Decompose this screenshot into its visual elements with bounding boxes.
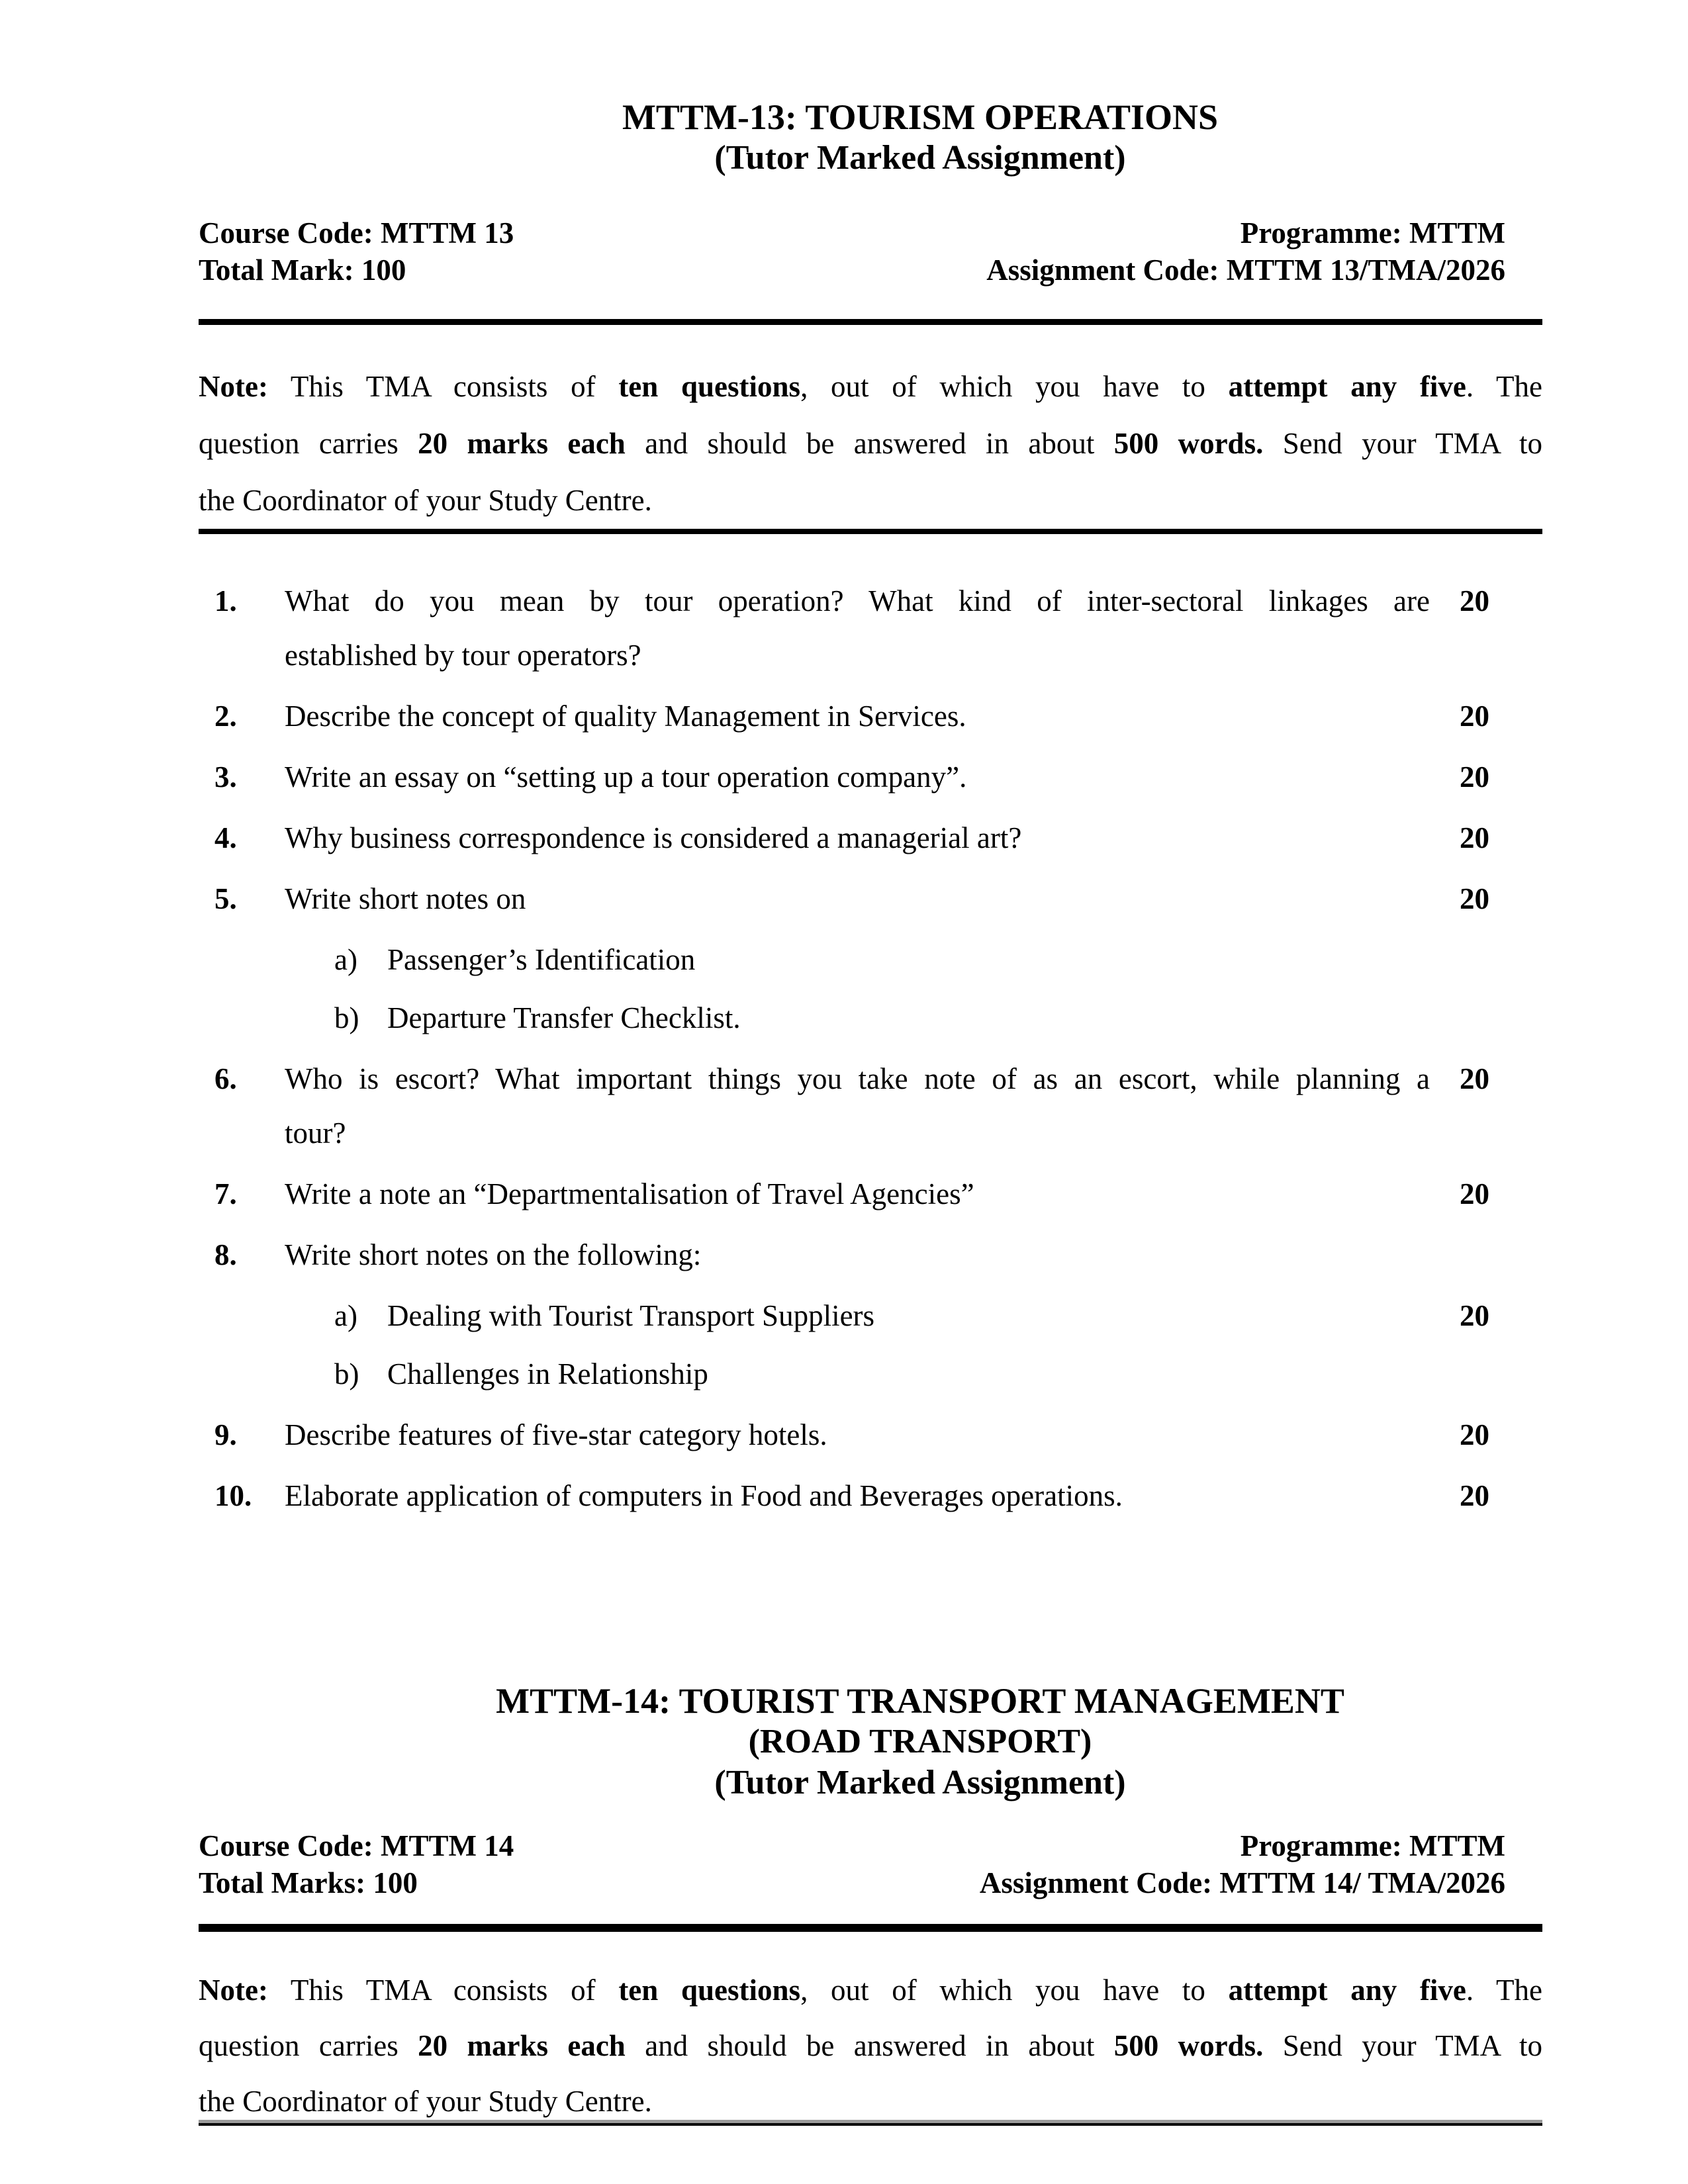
programme: Programme: MTTM <box>1240 1829 1505 1862</box>
programme: Programme: MTTM <box>1240 216 1505 250</box>
question-marks: 20 <box>1460 760 1489 794</box>
sub-question-marks: 20 <box>1460 1299 1489 1332</box>
question-text: Describe the concept of quality Management in Services. <box>285 700 966 733</box>
question-number: 10. <box>214 1479 252 1512</box>
question-number: 2. <box>214 700 237 733</box>
question-number: 9. <box>214 1418 237 1451</box>
question-marks: 20 <box>1460 1418 1489 1451</box>
sub-question-label: b) <box>334 1001 359 1034</box>
assignment-code: Assignment Code: MTTM 14/ TMA/2026 <box>979 1866 1505 1899</box>
section-mttm14 <box>199 1680 1542 2126</box>
question-text: Why business correspondence is considered a managerial art? <box>285 821 1022 854</box>
section-subtitle: (ROAD TRANSPORT) <box>748 1723 1092 1760</box>
question-marks <box>1430 1228 1542 1282</box>
question-marks: 20 <box>1460 1177 1489 1210</box>
sub-question-spacer <box>214 1347 285 1401</box>
section-title: MTTM-13: TOURISM OPERATIONS <box>622 97 1219 137</box>
question-text: Write a note an “Departmentalisation of Travel Agencies” <box>285 1177 974 1210</box>
divider-rule <box>199 319 1542 325</box>
sub-question-row <box>199 1347 1542 1401</box>
sub-question-row <box>199 991 1542 1045</box>
question-list <box>199 574 1542 1523</box>
sub-question-label: a) <box>334 1299 357 1332</box>
sub-question-label: a) <box>334 943 357 976</box>
question-text: Elaborate application of computers in Food and Beverages operations. <box>285 1479 1123 1512</box>
divider-rule <box>199 1924 1542 1932</box>
question-row <box>199 1052 1542 1160</box>
note-line: question carries 20 marks each and should be answered in about 500 words. Send your TMA to <box>199 427 1542 460</box>
sub-question-marks <box>1430 991 1542 1045</box>
sub-question-text: a) Dealing with Tourist Transport Suppliers <box>285 1289 1430 1343</box>
question-marks: 20 <box>1460 882 1489 915</box>
total-marks: Total Marks: 100 <box>199 1866 418 1899</box>
question-number: 4. <box>214 821 237 854</box>
question-row <box>199 872 1542 926</box>
header-meta-right <box>980 1827 1505 1901</box>
header-meta-left <box>199 214 514 289</box>
question-marks: 20 <box>1460 1062 1489 1095</box>
question-text: Write an essay on “setting up a tour operation company”. <box>285 760 967 794</box>
question-text: Write short notes on <box>285 882 526 915</box>
question-marks: 20 <box>1460 700 1489 733</box>
assignment-code: Assignment Code: MTTM 13/TMA/2026 <box>986 253 1505 287</box>
header-meta-right <box>986 214 1505 289</box>
question-text: Describe features of five-star category hotels. <box>285 1418 827 1451</box>
course-code: Course Code: MTTM 14 <box>199 1829 514 1862</box>
sub-question-row <box>199 933 1542 987</box>
note-line: Note: This TMA consists of ten questions, out of which you have to attempt any five. The <box>199 1974 1542 2007</box>
header-meta-left <box>199 1827 514 1901</box>
section-mttm13 <box>199 97 1542 1523</box>
question-text: What do you mean by tour operation? What kind of inter-sectoral linkages are established by tour operators? <box>285 584 1430 672</box>
question-row <box>199 750 1542 804</box>
sub-question-text: b) Departure Transfer Checklist. <box>285 991 1430 1045</box>
sub-question-spacer <box>214 991 285 1045</box>
question-marks: 20 <box>1460 821 1489 854</box>
section-subtitle: (Tutor Marked Assignment) <box>714 1764 1126 1801</box>
divider-rule <box>199 529 1542 534</box>
question-row <box>199 1167 1542 1221</box>
sub-question-spacer <box>214 1289 285 1343</box>
total-marks: Total Mark: 100 <box>199 253 406 287</box>
question-number: 3. <box>214 760 237 794</box>
header-meta <box>199 1827 1505 1901</box>
section-title: MTTM-14: TOURIST TRANSPORT MANAGEMENT <box>496 1681 1344 1721</box>
question-marks: 20 <box>1460 1479 1489 1512</box>
question-text: Who is escort? What important things you take note of as an escort, while planning a tour? <box>285 1062 1430 1150</box>
section-heading <box>199 1680 1542 1803</box>
note-paragraph <box>199 1962 1542 2129</box>
question-row <box>199 811 1542 865</box>
note-paragraph <box>199 358 1542 529</box>
question-text: Write short notes on the following: <box>285 1238 702 1271</box>
note-line: Note: This TMA consists of ten questions, out of which you have to attempt any five. The <box>199 370 1542 403</box>
note-line: the Coordinator of your Study Centre. <box>199 2085 652 2118</box>
question-row <box>199 689 1542 743</box>
question-number: 6. <box>214 1062 237 1095</box>
header-meta <box>199 214 1505 289</box>
section-subtitle: (Tutor Marked Assignment) <box>714 139 1126 177</box>
question-row <box>199 1408 1542 1462</box>
note-line: the Coordinator of your Study Centre. <box>199 484 652 517</box>
question-row <box>199 1228 1542 1282</box>
question-number: 8. <box>214 1238 237 1271</box>
sub-question-marks <box>1430 1347 1542 1401</box>
sub-question-text: a) Passenger’s Identification <box>285 933 1430 987</box>
question-number: 5. <box>214 882 237 915</box>
question-row <box>199 1469 1542 1523</box>
sub-question-row <box>199 1289 1542 1343</box>
sub-question-spacer <box>214 933 285 987</box>
sub-question-label: b) <box>334 1357 359 1390</box>
sub-question-text: b) Challenges in Relationship <box>285 1347 1430 1401</box>
course-code: Course Code: MTTM 13 <box>199 216 514 250</box>
question-number: 7. <box>214 1177 237 1210</box>
question-marks: 20 <box>1460 584 1489 617</box>
question-number: 1. <box>214 584 237 617</box>
sub-question-marks <box>1430 933 1542 987</box>
note-line: question carries 20 marks each and should be answered in about 500 words. Send your TMA to <box>199 2029 1542 2062</box>
section-heading <box>199 97 1542 179</box>
question-row <box>199 574 1542 682</box>
